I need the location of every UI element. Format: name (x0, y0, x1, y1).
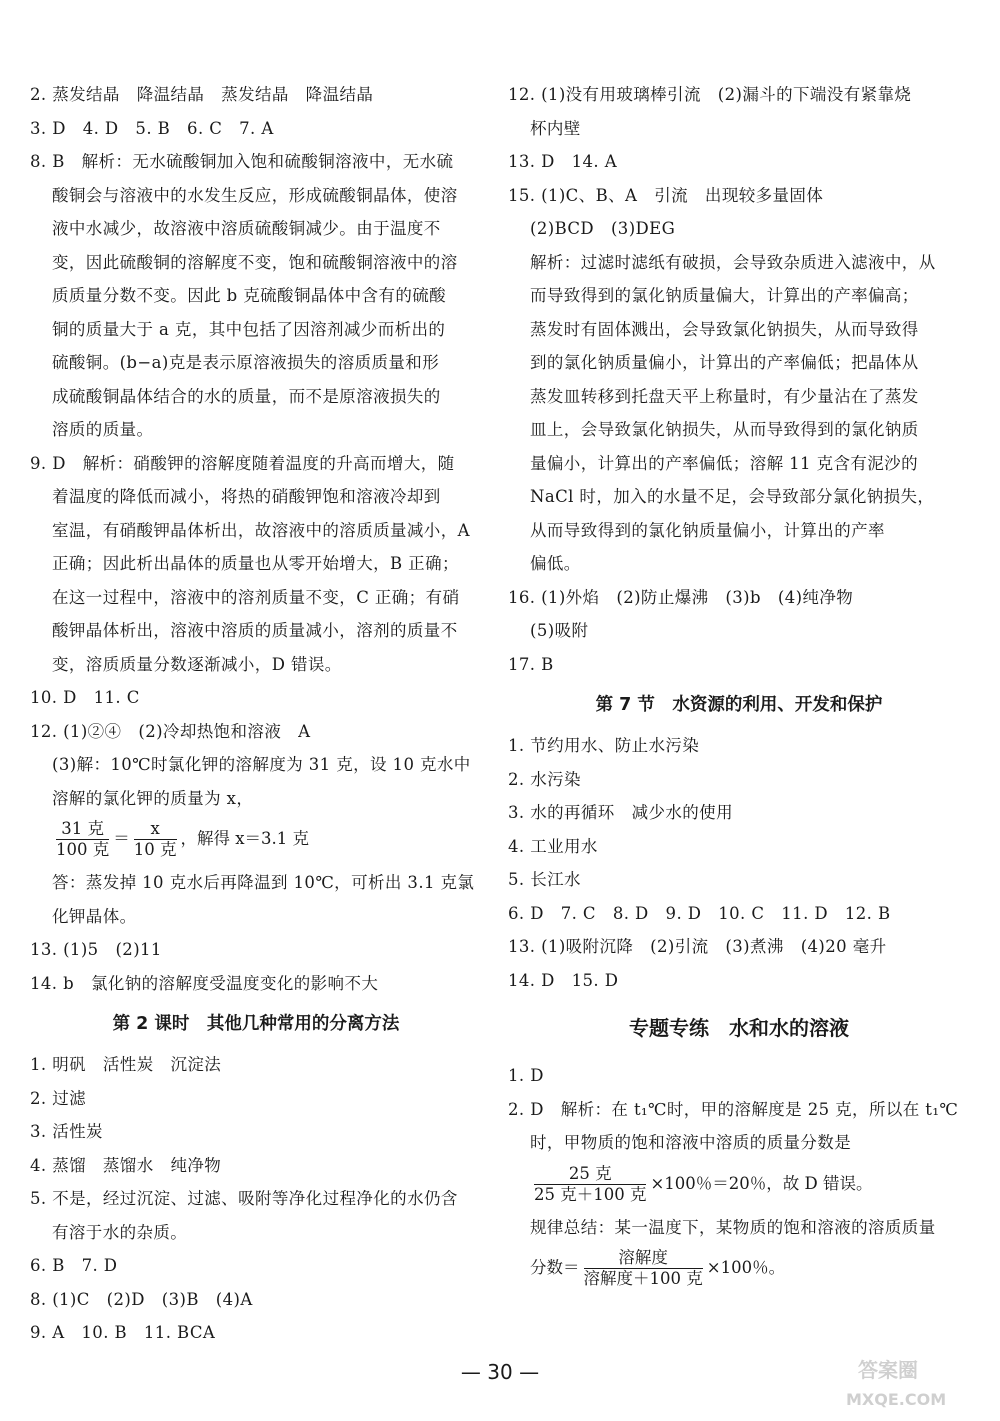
section-heading: 专题专练 水和水的溶液 (629, 1016, 849, 1040)
answer-line: 化钾晶体。 (52, 906, 137, 926)
equation-label: 分数＝ (530, 1258, 580, 1277)
answer-line: 质质量分数不变。因此 b 克硫酸铜晶体中含有的硫酸 (52, 286, 447, 305)
equation-result: ×100％。 (706, 1258, 786, 1277)
answer-line: 8. B 解析：无水硫酸铜加入饱和硫酸铜溶液中，无水硫 (30, 152, 454, 171)
answer-line: 从而导致得到的氯化钠质量偏小，计算出的产率 (530, 520, 885, 540)
answer-line: 3. 活性炭 (30, 1122, 103, 1141)
answer-line: 1. D (508, 1066, 544, 1085)
answer-line: 14. b 氯化钠的溶解度受温度变化的影响不大 (30, 973, 379, 993)
section-heading: 第 7 节 水资源的利用、开发和保护 (595, 695, 883, 715)
answer-line: 杯内壁 (530, 118, 581, 138)
answer-line: 12. (1)②④ (2)冷却热饱和溶液 A (30, 721, 311, 741)
answer-line: 13. (1)吸附沉降 (2)引流 (3)煮沸 (4)20 毫升 (508, 937, 887, 956)
answer-line: 铜的质量大于 a 克，其中包括了因溶剂减少而析出的 (52, 319, 446, 339)
answer-line: 蒸发时有固体溅出，会导致氯化钠损失，从而导致得 (530, 319, 919, 339)
answer-line: 5. 不是，经过沉淀、过滤、吸附等净化过程净化的水仍含 (30, 1189, 458, 1208)
fraction (134, 819, 177, 860)
fraction-numerator: 25 克 (534, 1164, 646, 1185)
right-column (508, 78, 970, 1295)
answer-line: 16. (1)外焰 (2)防止爆沸 (3)b (4)纯净物 (508, 587, 854, 607)
answer-line: 正确；因此析出晶体的质量也从零开始增大，B 正确； (52, 554, 459, 573)
answer-line: 变，溶质质量分数逐渐减小，D 错误。 (52, 654, 342, 674)
answer-line: 皿上，会导致氯化钠损失，从而导致得到的氯化钠质 (530, 420, 919, 439)
left-column (30, 78, 482, 1350)
answer-line: 2. 水污染 (508, 769, 581, 789)
answer-line: 6. B 7. D (30, 1256, 118, 1275)
fraction (584, 1248, 703, 1289)
equals-sign: ＝ (113, 829, 130, 848)
answer-line: 10. D 11. C (30, 688, 140, 707)
answer-line: 到的氯化钠质量偏小，计算出的产率偏低；把晶体从 (530, 353, 919, 372)
equation-result: ×100％＝20％，故 D 错误。 (650, 1173, 873, 1193)
answer-line: 13. (1)5 (2)11 (30, 940, 162, 959)
fraction-equation (508, 1160, 970, 1211)
answer-line: (2)BCD (3)DEG (530, 219, 676, 238)
answer-line: 在这一过程中，溶液中的溶剂质量不变，C 正确；有硝 (52, 587, 460, 607)
answer-line: 有溶于水的杂质。 (52, 1222, 188, 1242)
watermark-top-text: 答案圈 (858, 1358, 918, 1382)
fraction-numerator: 31 克 (56, 819, 109, 840)
answer-line: 时，甲物质的饱和溶液中溶质的质量分数是 (530, 1133, 852, 1152)
fraction-equation (508, 1244, 970, 1295)
fraction-denominator: 10 克 (133, 840, 177, 859)
answer-line: 室温，有硝酸钾晶体析出，故溶液中的溶质质量减小，A (52, 520, 470, 540)
answer-line: 蒸发皿转移到托盘天平上称量时，有少量沾在了蒸发 (530, 386, 919, 406)
answer-line: 量偏小，计算出的产率偏低；溶解 11 克含有泥沙的 (530, 453, 918, 473)
answer-line: 溶质的质量。 (52, 420, 154, 439)
answer-line: 而导致得到的氯化钠质量偏大，计算出的产率偏高； (530, 286, 919, 305)
answer-line: 酸钾晶体析出，溶液中溶质的质量减小，溶剂的质量不 (52, 621, 458, 640)
answer-line: (5)吸附 (530, 621, 589, 640)
fraction-numerator: 溶解度 (584, 1248, 703, 1269)
answer-line: 6. D 7. C 8. D 9. D 10. C 11. D 12. B (508, 903, 891, 923)
answer-line: 3. D 4. D 5. B 6. C 7. A (30, 118, 274, 138)
answer-line: 9. D 解析：硝酸钾的溶解度随着温度的升高而增大，随 (30, 453, 455, 473)
answer-line: 硫酸铜。(b−a)克是表示原溶液损失的溶质质量和形 (52, 353, 440, 372)
answer-line: 4. 蒸馏 蒸馏水 纯净物 (30, 1155, 222, 1175)
answer-line: 12. (1)没有用玻璃棒引流 (2)漏斗的下端没有紧靠烧 (508, 85, 912, 104)
watermark-logo (838, 1353, 988, 1413)
answer-line: 2. 过滤 (30, 1088, 86, 1108)
section-heading: 第 2 课时 其他几种常用的分离方法 (112, 1014, 400, 1034)
answer-line: 2. D 解析：在 t₁℃时，甲的溶解度是 25 克，所以在 t₁℃ (508, 1099, 959, 1119)
answer-line: NaCl 时，加入的水量不足，会导致部分氯化钠损失， (530, 487, 935, 506)
answer-line: 偏低。 (530, 554, 581, 573)
answer-line: 液中水减少，故溶液中溶质硫酸铜减少。由于温度不 (52, 219, 441, 238)
answer-line: 8. (1)C (2)D (3)B (4)A (30, 1289, 253, 1309)
fraction-denominator: 溶解度＋100 克 (583, 1269, 703, 1288)
answer-line: 2. 蒸发结晶 降温结晶 蒸发结晶 降温结晶 (30, 85, 374, 104)
fraction (56, 819, 109, 860)
answer-line: 解析：过滤时滤纸有破损，会导致杂质进入滤液中，从 (530, 252, 936, 272)
answer-line: 4. 工业用水 (508, 836, 598, 856)
answer-line: 3. 水的再循环 减少水的使用 (508, 803, 733, 822)
answer-line: 17. B (508, 654, 554, 674)
fraction-numerator: x (134, 819, 177, 840)
answer-line: 酸铜会与溶液中的水发生反应，形成硫酸铜晶体，使溶 (52, 185, 458, 205)
answer-line: 1. 明矾 活性炭 沉淀法 (30, 1055, 222, 1074)
answer-line: 5. 长江水 (508, 870, 581, 889)
fraction (534, 1164, 646, 1205)
answer-line: 变，因此硫酸铜的溶解度不变，饱和硫酸铜溶液中的溶 (52, 252, 458, 272)
page-number: — 30 — (460, 1360, 540, 1384)
fraction-denominator: 25 克＋100 克 (534, 1184, 647, 1204)
answer-line: 9. A 10. B 11. BCA (30, 1323, 216, 1342)
answer-line: 13. D 14. A (508, 152, 618, 171)
answer-line: (3)解：10℃时氯化钾的溶解度为 31 克，设 10 克水中 (52, 755, 471, 774)
fraction-denominator: 100 克 (56, 840, 110, 859)
answer-line: 规律总结：某一温度下，某物质的饱和溶液的溶质质量 (530, 1217, 936, 1237)
answer-line: 成硫酸铜晶体结合的水的质量，而不是原溶液损失的 (52, 386, 441, 406)
answer-line: 1. 节约用水、防止水污染 (508, 736, 700, 755)
answer-line: 答：蒸发掉 10 克水后再降温到 10℃，可析出 3.1 克氯 (52, 873, 475, 892)
watermark-bottom-text: MXQE.COM (846, 1390, 947, 1409)
fraction-equation (30, 815, 482, 866)
equation-result: ，解得 x＝3.1 克 (180, 829, 310, 848)
answer-line: 15. (1)C、B、A 引流 出现较多量固体 (508, 185, 824, 205)
answer-line: 着温度的降低而减小，将热的硝酸钾饱和溶液冷却到 (52, 487, 441, 506)
answer-line: 溶解的氯化钾的质量为 x， (52, 788, 254, 808)
answer-line: 14. D 15. D (508, 970, 619, 990)
